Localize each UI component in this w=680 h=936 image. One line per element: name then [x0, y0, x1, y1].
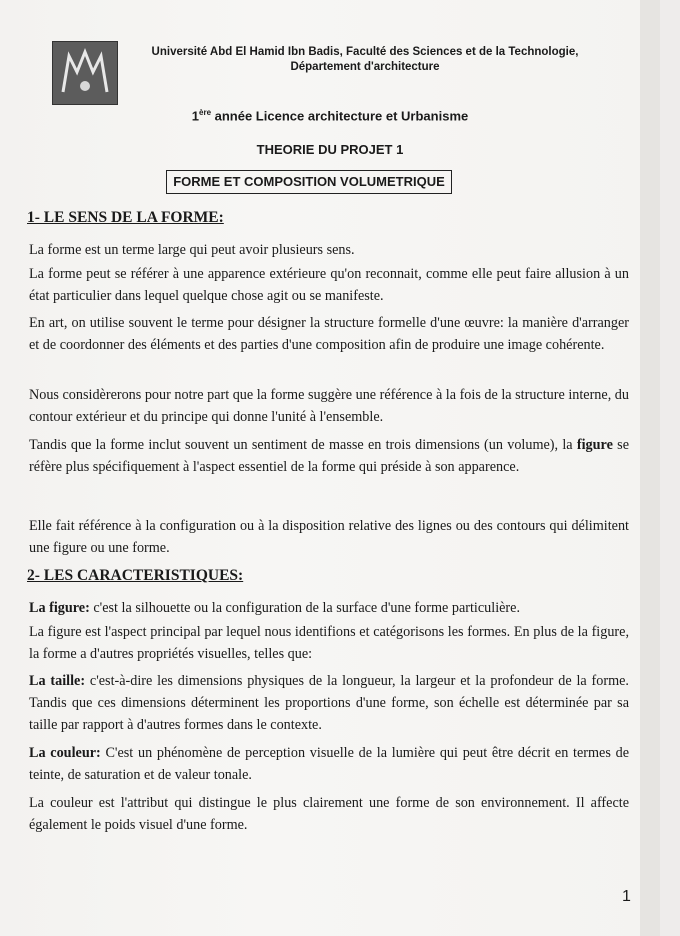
- paragraph-5-term: figure: [576, 437, 613, 453]
- definition-taille-text: c'est-à-dire les dimensions physiques de la longueur, la largeur et la profondeur de la forme. Tandis que ces dimensions déterminent les proportions d'une forme, son échelle est déterminée par sa taille par rapport à d'autres formes dans le contexte.: [29, 673, 629, 733]
- section-2-heading: 2- LES CARACTERISTIQUES:: [27, 567, 244, 584]
- paragraph-5: [29, 434, 629, 478]
- document-title: FORME ET COMPOSITION VOLUMETRIQUE: [166, 170, 452, 194]
- paragraph-7: La figure est l'aspect principal par lequel nous identifions et catégorisons les formes. En plus de la figure, la forme a d'autres propriétés visuelles, telles que:: [29, 624, 629, 662]
- year-ordinal: 1: [191, 108, 199, 124]
- paragraph-3: En art, on utilise souvent le terme pour désigner la structure formelle d'une œuvre: la manière d'arranger et de coordonner des éléments et des parties d'une composition afin de produire une image cohérente.: [29, 315, 629, 353]
- course-title: THEORIE DU PROJET 1: [256, 142, 404, 157]
- university-logo: [52, 41, 118, 105]
- definition-taille-term: La taille:: [29, 673, 86, 689]
- paragraph-4: Nous considèrerons pour notre part que la forme suggère une référence à la fois de la structure interne, du contour extérieur et du principe qui donne l'unité à l'ensemble.: [29, 387, 629, 425]
- department-name: Département d'architecture: [290, 61, 440, 73]
- paragraph-2: La forme peut se référer à une apparence extérieure qu'on reconnait, comme elle peut faire allusion à un état particulier dans lequel quelque chose agit ou se manifeste.: [29, 266, 629, 304]
- section-1-heading: 1- LE SENS DE LA FORME:: [27, 209, 224, 226]
- page-edge: [640, 0, 660, 936]
- paragraph-1: La forme est un terme large qui peut avoir plusieurs sens.: [29, 242, 355, 258]
- definition-figure-text: c'est la silhouette ou la configuration de la surface d'une forme particulière.: [89, 600, 520, 616]
- year-program: année Licence architecture et Urbanisme: [211, 108, 469, 124]
- definition-figure-term: La figure:: [29, 600, 90, 616]
- paragraph-6: Elle fait référence à la configuration ou à la disposition relative des lignes ou des contours qui délimitent une figure ou une forme.: [29, 518, 629, 556]
- paragraph-8: La couleur est l'attribut qui distingue le plus clairement une forme de son environnement. Il affecte également le poids visuel d'une forme.: [29, 795, 629, 833]
- year-ordinal-suffix: ère: [199, 108, 212, 117]
- definition-couleur-term: La couleur:: [29, 745, 101, 761]
- definition-figure: [29, 597, 629, 619]
- definition-taille: [29, 670, 629, 736]
- definition-couleur-text: C'est un phénomène de perception visuelle de la lumière qui peut être décrit en termes de teinte, de saturation et de valeur tonale.: [29, 745, 629, 783]
- institution-name: Université Abd El Hamid Ibn Badis, Faculté des Sciences et de la Technologie,: [151, 46, 579, 58]
- definition-couleur: [29, 742, 629, 786]
- page-number: 1: [622, 888, 631, 905]
- header-block: [130, 45, 600, 75]
- paragraph-5-text-b: se réfère plus spécifiquement à l'aspect essentiel de la forme qui préside à son apparence.: [29, 437, 629, 475]
- paragraph-5-text-a: Tandis que la forme inclut souvent un sentiment de masse en trois dimensions (un volume), la: [29, 437, 577, 453]
- year-line: [0, 108, 660, 123]
